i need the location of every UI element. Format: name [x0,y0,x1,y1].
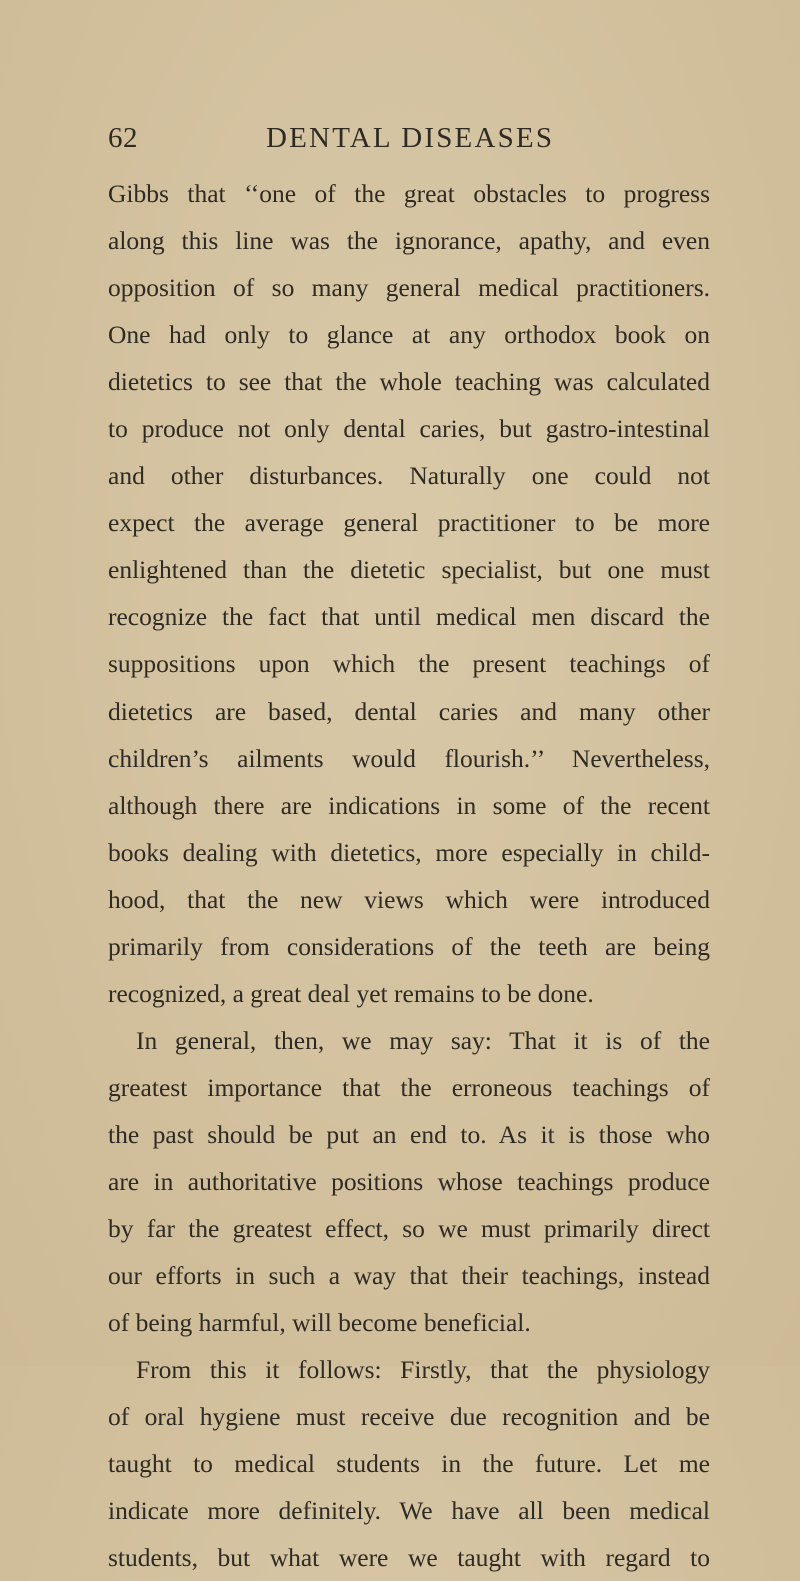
text-line: by far the greatest effect, so we must primarily direct [108,1214,710,1244]
paragraph-first-line: In general, then, we may say: That it is of the [136,1025,710,1055]
text-line: although there are indications in some of the recent [108,790,710,820]
text-line: recognize the fact that until medical men discard the [108,602,710,632]
text-line: our efforts in such a way that their teachings, instead [108,1261,710,1291]
text-line: dietetics to see that the whole teaching was calculated [108,367,710,397]
text-line: of oral hygiene must receive due recognition and be [108,1402,710,1432]
text-line: expect the average general practitioner to be more [108,508,710,538]
text-line: the past should be put an end to. As it is those who [108,1119,710,1149]
text-line: enlightened than the dietetic specialist, but one must [108,555,710,585]
text-line: and other disturbances. Naturally one could not [108,461,710,491]
text-line: primarily from considerations of the teeth are being [108,931,710,961]
paragraph-first-line: From this it follows: Firstly, that the physiology [136,1355,710,1385]
text-line: suppositions upon which the present teachings of [108,649,710,679]
running-head [108,122,708,162]
text-line: are in authoritative positions whose teachings produce [108,1166,710,1196]
text-line: One had only to glance at any orthodox book on [108,320,710,350]
text-line: greatest importance that the erroneous teachings of [108,1072,710,1102]
text-line: opposition of so many general medical practitioners. [108,273,710,303]
text-line: hood, that the new views which were introduced [108,884,710,914]
paragraph-last-line: of being harmful, will become beneficial. [108,1308,531,1338]
text-line: Gibbs that ‘‘one of the great obstacles to progress [108,179,710,208]
text-line: books dealing with dietetics, more especially in child- [108,837,710,867]
running-title: DENTAL DISEASES [266,122,555,154]
text-line: taught to medical students in the future. Let me [108,1449,710,1479]
text-line: students, but what were we taught with regard to [108,1543,710,1573]
text-line: indicate more definitely. We have all been medical [108,1496,710,1526]
text-line: children’s ailments would flourish.’’ Nevertheless, [108,743,710,773]
text-line: along this line was the ignorance, apathy, and even [108,226,710,256]
text-line: dietetics are based, dental caries and many other [108,696,710,726]
body-text [108,170,710,1581]
paragraph-last-line: recognized, a great deal yet remains to be done. [108,978,594,1008]
text-line: to produce not only dental caries, but gastro-intestinal [108,414,710,444]
page-number: 62 [108,122,138,154]
